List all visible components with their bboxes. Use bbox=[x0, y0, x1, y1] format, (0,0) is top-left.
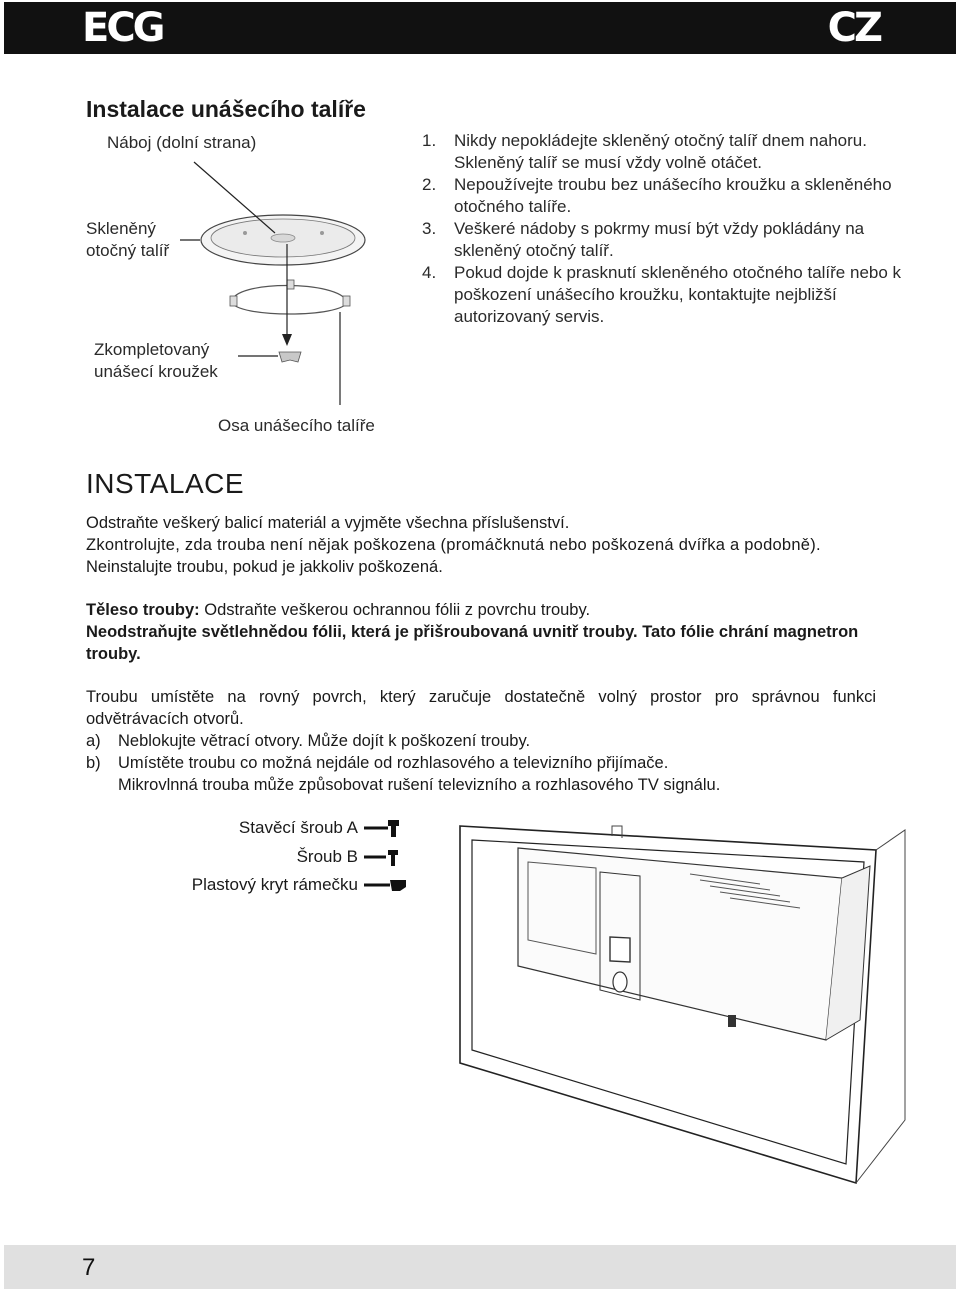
note-item: Mikrovlnná trouba může způsobovat rušení televizního a rozhlasového TV signálu. bbox=[118, 776, 721, 794]
brand-logo: ECG bbox=[82, 5, 163, 51]
install-title: INSTALACE bbox=[86, 468, 245, 499]
paragraph-line: Zkontrolujte, zda trouba není nějak poškozena (promáčknutá nebo poškozená dvířka a podobně). bbox=[86, 536, 821, 554]
placement-text: Troubu umístěte na rovný povrch, který zaručuje dostatečně volný prostor pro správnou funkci odvětrávacích otvorů. bbox=[86, 688, 876, 728]
turntable-title: Instalace unášecího talíře bbox=[86, 96, 366, 122]
paragraph-line: Odstraňte veškerý balicí materiál a vyjměte všechna příslušenství. bbox=[86, 514, 570, 532]
legend-frame-cover: Plastový kryt rámečku bbox=[191, 875, 358, 894]
page-number: 7 bbox=[82, 1254, 96, 1281]
glass-plate-label: Skleněný otočný talíř bbox=[86, 219, 170, 260]
list-item: b) Umístěte troubu co možná nejdále od rozhlasového a televizního přijímače. bbox=[86, 754, 669, 772]
language-code: CZ bbox=[827, 5, 880, 51]
legend-screw-b: Šroub B bbox=[296, 847, 358, 866]
list-item: 1. Nikdy nepokládejte skleněný otočný talíř dnem nahoru. Skleněný talíř se musí vždy volně otáčet. bbox=[422, 131, 867, 172]
paragraph-line: Neinstalujte troubu, pokud je jakkoliv poškozená. bbox=[86, 558, 443, 576]
list-item: 4. Pokud dojde k prasknutí skleněného otočného talíře nebo k poškození unášecího kroužku, kontaktujte nejbližší autorizovaný servis. bbox=[422, 263, 902, 326]
oven-body-note: Těleso trouby: Odstraňte veškerou ochrannou fólii z povrchu trouby. Neodstraňujte světlehnědou fólii, která je přišroubovaná uvnitř trouby. Tato fólie chrání magnetron trouby. bbox=[86, 599, 876, 665]
list-item: 2. Nepoužívejte troubu bez unášecího kroužku a skleněného otočného talíře. bbox=[422, 175, 892, 216]
legend-screw-a: Stavěcí šroub A bbox=[238, 818, 358, 837]
hub-label: Náboj (dolní strana) bbox=[107, 133, 257, 152]
list-item: 3. Veškeré nádoby s pokrmy musí být vždy pokládány na skleněný otočný talíř. bbox=[422, 219, 865, 260]
footer-bar bbox=[4, 1245, 956, 1289]
warning-text: Neodstraňujte světlehnědou fólii, která je přišroubovaná uvnitř trouby. Tato fólie chrání magnetron trouby. bbox=[86, 623, 859, 663]
axis-label: Osa unášecího talíře bbox=[218, 416, 375, 435]
list-item: a) Neblokujte větrací otvory. Může dojít k poškození trouby. bbox=[86, 732, 531, 750]
ring-label: Zkompletovaný unášecí kroužek bbox=[94, 340, 218, 381]
